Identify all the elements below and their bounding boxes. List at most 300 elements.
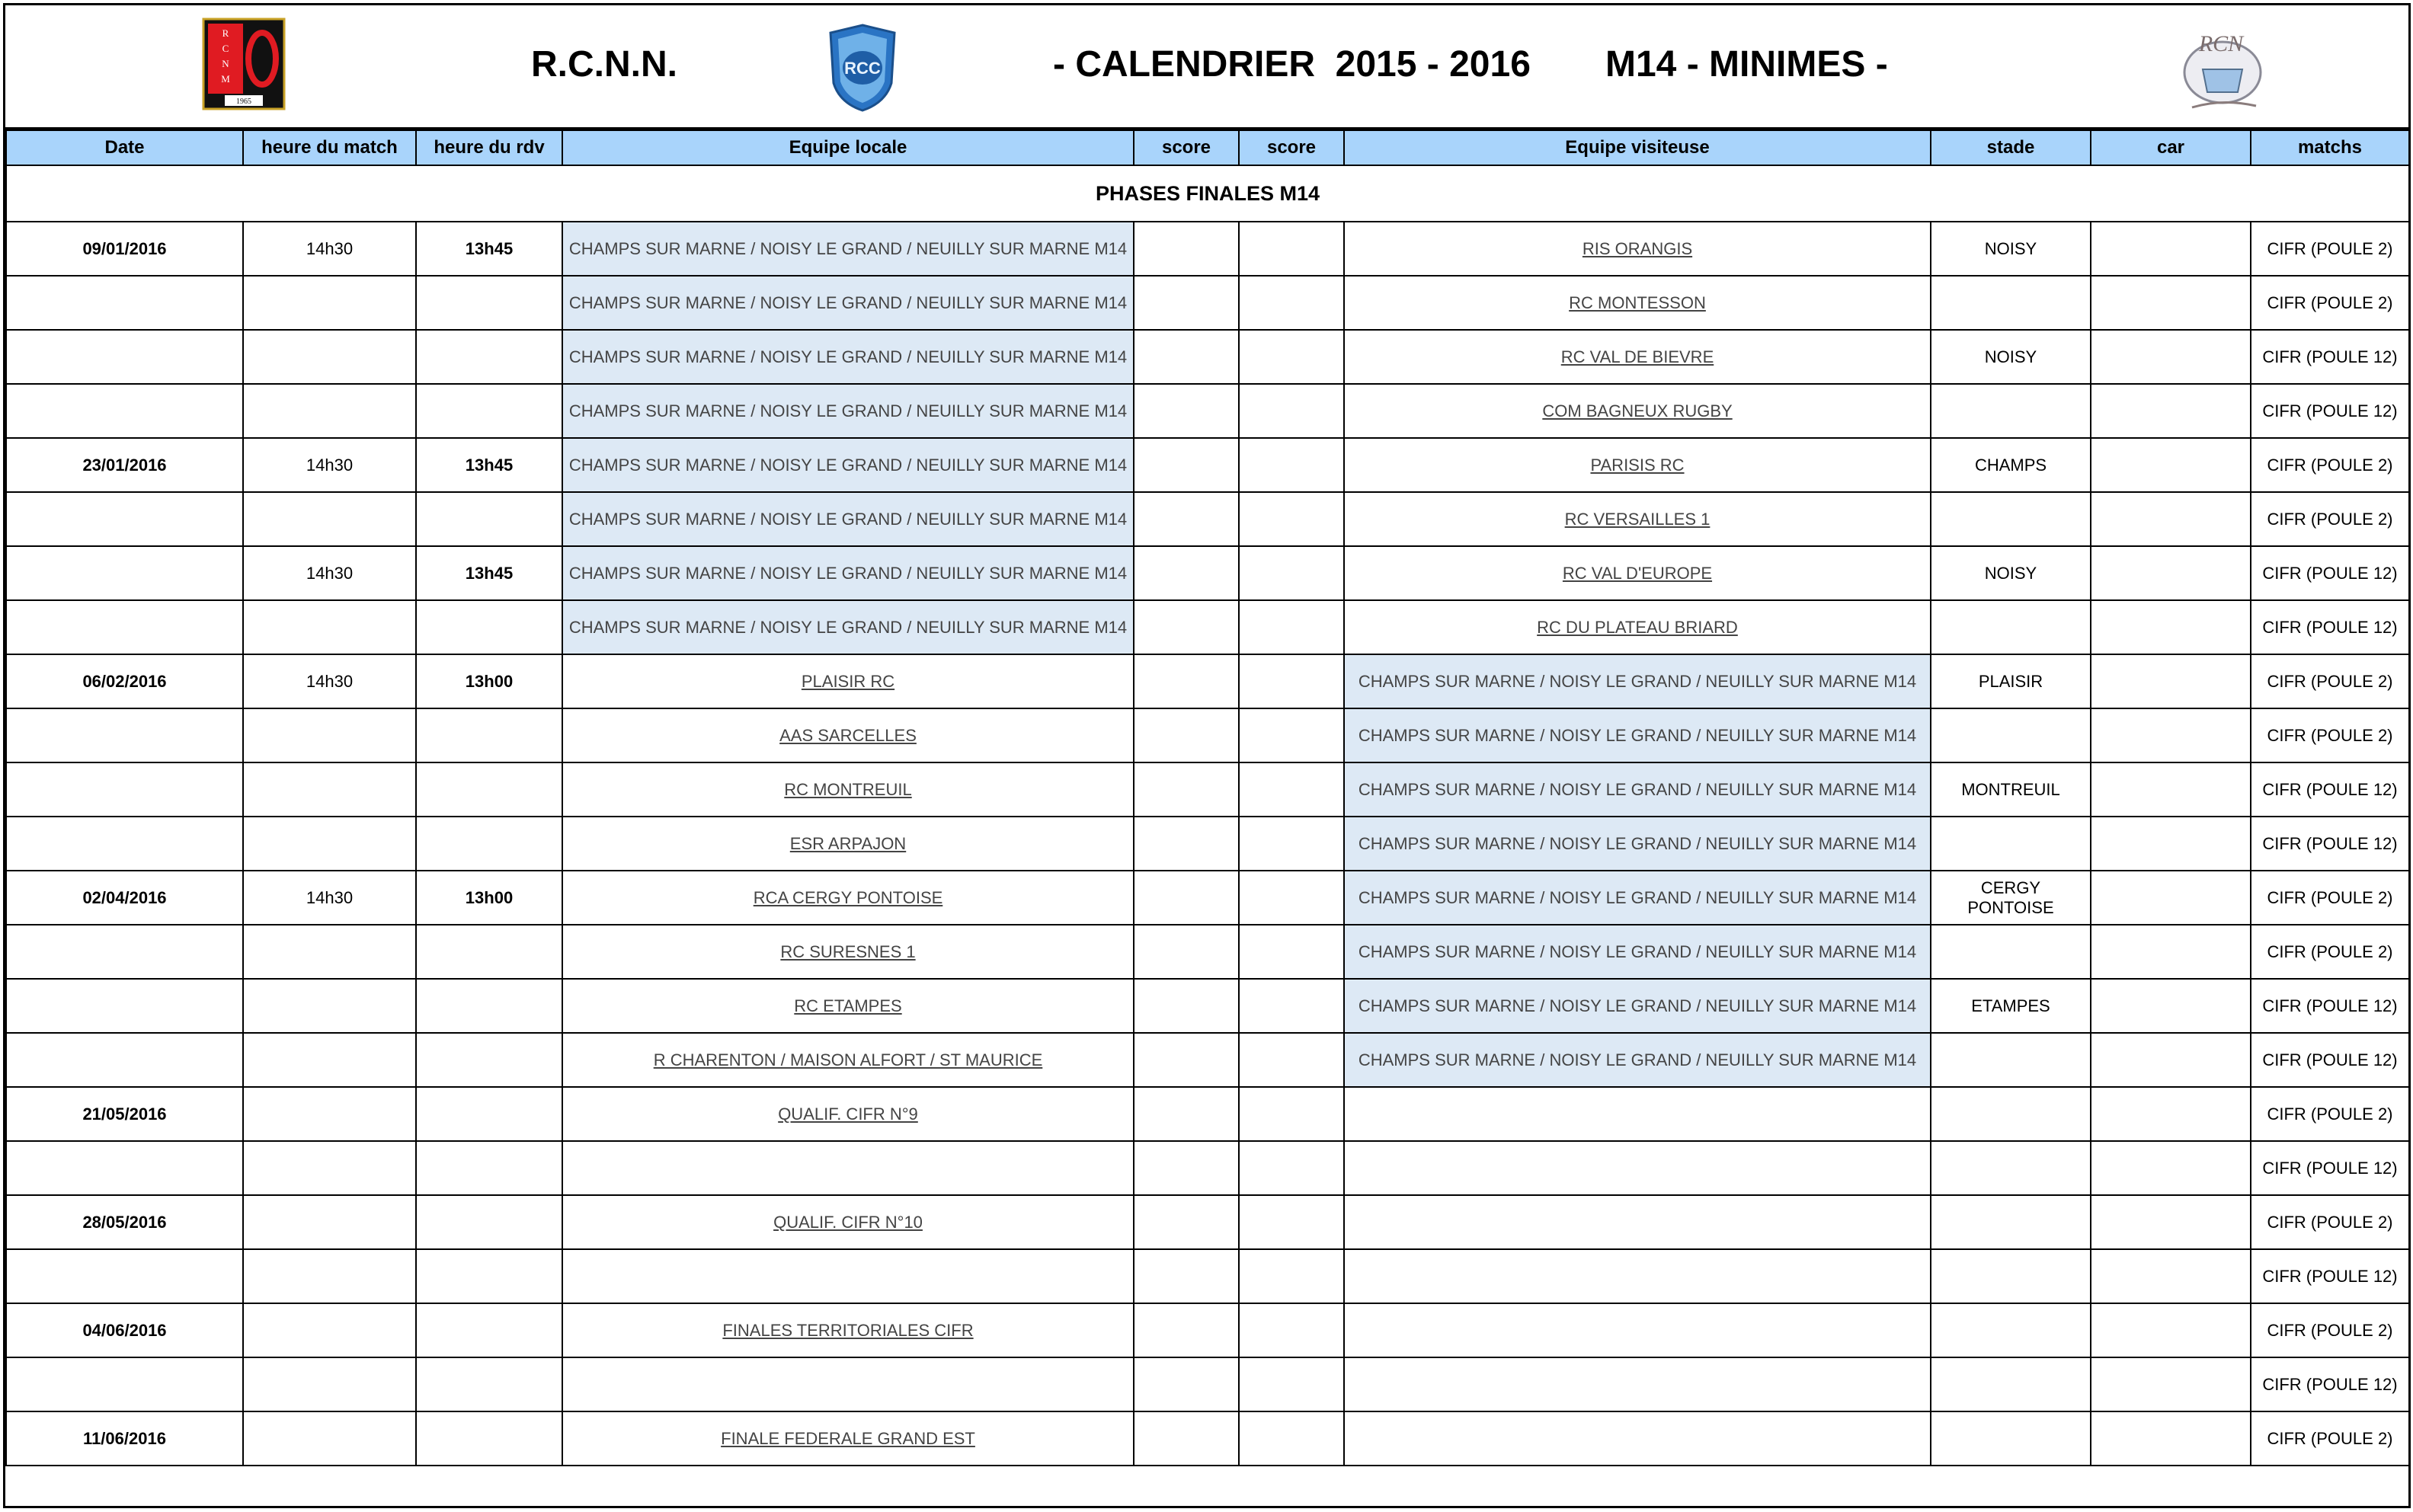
cell-equipe-visiteuse — [1344, 1357, 1931, 1411]
cell-score-1 — [1134, 438, 1239, 492]
cell-matchs: CIFR (POULE 2) — [2251, 492, 2409, 546]
club-title: R.C.N.N. — [531, 44, 677, 85]
col-score-2: score — [1239, 130, 1344, 165]
table-row — [6, 1411, 2409, 1466]
team-link[interactable]: RC ETAMPES — [794, 996, 902, 1015]
cell-score-2 — [1239, 925, 1344, 979]
cell-stade — [1931, 925, 2091, 979]
cell-matchs: CIFR (POULE 12) — [2251, 330, 2409, 384]
cell-date — [6, 276, 243, 330]
cell-heure-match — [243, 762, 416, 817]
table-row — [6, 871, 2409, 925]
cell-equipe-visiteuse — [1344, 492, 1931, 546]
team-link[interactable]: RCA CERGY PONTOISE — [753, 888, 943, 907]
cell-score-2 — [1239, 492, 1344, 546]
cell-heure-match: 14h30 — [243, 871, 416, 925]
cell-date — [6, 600, 243, 654]
table-row — [6, 330, 2409, 384]
cell-heure-rdv — [416, 384, 562, 438]
cell-matchs: CIFR (POULE 12) — [2251, 384, 2409, 438]
cell-equipe-locale — [562, 1033, 1134, 1087]
table-row — [6, 384, 2409, 438]
team-link[interactable]: PLAISIR RC — [801, 672, 895, 691]
cell-score-2 — [1239, 1357, 1344, 1411]
cell-heure-match: 14h30 — [243, 654, 416, 708]
cell-heure-match — [243, 1033, 416, 1087]
cell-equipe-visiteuse — [1344, 222, 1931, 276]
cell-stade: CHAMPS — [1931, 438, 2091, 492]
cell-date — [6, 925, 243, 979]
cell-score-1 — [1134, 708, 1239, 762]
cell-equipe-visiteuse — [1344, 330, 1931, 384]
cell-score-1 — [1134, 276, 1239, 330]
cell-score-1 — [1134, 1303, 1239, 1357]
cell-car — [2091, 762, 2251, 817]
cell-equipe-locale — [562, 654, 1134, 708]
table-row — [6, 438, 2409, 492]
cell-matchs: CIFR (POULE 2) — [2251, 1411, 2409, 1466]
cell-date: 11/06/2016 — [6, 1411, 243, 1466]
cell-heure-rdv: 13h45 — [416, 438, 562, 492]
cell-score-1 — [1134, 546, 1239, 600]
cell-heure-rdv — [416, 330, 562, 384]
cell-date — [6, 979, 243, 1033]
cell-stade — [1931, 1195, 2091, 1249]
col-heure-rdv: heure du rdv — [416, 130, 562, 165]
cell-heure-match — [243, 1141, 416, 1195]
cell-score-1 — [1134, 1141, 1239, 1195]
cell-heure-rdv — [416, 925, 562, 979]
cell-score-1 — [1134, 762, 1239, 817]
cell-heure-match — [243, 1303, 416, 1357]
cell-score-1 — [1134, 600, 1239, 654]
cell-stade: PLAISIR — [1931, 654, 2091, 708]
cell-heure-rdv — [416, 708, 562, 762]
cell-score-2 — [1239, 330, 1344, 384]
cell-score-2 — [1239, 1033, 1344, 1087]
cell-heure-rdv: 13h45 — [416, 546, 562, 600]
calendar-title: - CALENDRIER 2015 - 2016 — [1053, 44, 1531, 85]
cell-equipe-visiteuse — [1344, 384, 1931, 438]
cell-date: 21/05/2016 — [6, 1087, 243, 1141]
cell-matchs: CIFR (POULE 12) — [2251, 546, 2409, 600]
cell-equipe-visiteuse — [1344, 600, 1931, 654]
cell-score-1 — [1134, 1087, 1239, 1141]
cell-equipe-visiteuse — [1344, 1411, 1931, 1466]
category-title: M14 - MINIMES - — [1605, 44, 1888, 85]
cell-stade — [1931, 817, 2091, 871]
cell-heure-rdv: 13h00 — [416, 871, 562, 925]
cell-car — [2091, 1033, 2251, 1087]
cell-score-1 — [1134, 1195, 1239, 1249]
cell-equipe-locale: CHAMPS SUR MARNE / NOISY LE GRAND / NEUILLY SUR MARNE M14 — [562, 384, 1134, 438]
cell-equipe-locale: CHAMPS SUR MARNE / NOISY LE GRAND / NEUILLY SUR MARNE M14 — [562, 600, 1134, 654]
phase-row — [6, 165, 2409, 222]
cell-matchs: CIFR (POULE 12) — [2251, 1033, 2409, 1087]
cell-heure-rdv — [416, 979, 562, 1033]
table-row — [6, 762, 2409, 817]
cell-car — [2091, 222, 2251, 276]
cell-score-2 — [1239, 817, 1344, 871]
cell-car — [2091, 1357, 2251, 1411]
logo-left-letter-3: N — [222, 58, 229, 69]
team-link[interactable]: PARISIS RC — [1590, 456, 1685, 475]
cell-equipe-locale: CHAMPS SUR MARNE / NOISY LE GRAND / NEUILLY SUR MARNE M14 — [562, 546, 1134, 600]
cell-equipe-visiteuse: CHAMPS SUR MARNE / NOISY LE GRAND / NEUILLY SUR MARNE M14 — [1344, 654, 1931, 708]
cell-equipe-visiteuse: CHAMPS SUR MARNE / NOISY LE GRAND / NEUILLY SUR MARNE M14 — [1344, 1033, 1931, 1087]
cell-date — [6, 1357, 243, 1411]
cell-heure-match — [243, 1249, 416, 1303]
cell-equipe-locale — [562, 817, 1134, 871]
cell-date — [6, 384, 243, 438]
cell-heure-match — [243, 817, 416, 871]
cell-score-1 — [1134, 1411, 1239, 1466]
cell-equipe-visiteuse — [1344, 1249, 1931, 1303]
cell-score-2 — [1239, 276, 1344, 330]
logo-left-letter-2: C — [222, 43, 229, 54]
col-equipe-locale: Equipe locale — [562, 130, 1134, 165]
cell-stade — [1931, 276, 2091, 330]
cell-date: 06/02/2016 — [6, 654, 243, 708]
cell-stade: MONTREUIL — [1931, 762, 2091, 817]
cell-matchs: CIFR (POULE 2) — [2251, 222, 2409, 276]
cell-heure-match: 14h30 — [243, 222, 416, 276]
cell-heure-rdv — [416, 1249, 562, 1303]
cell-car — [2091, 979, 2251, 1033]
cell-stade: ETAMPES — [1931, 979, 2091, 1033]
table-row — [6, 1141, 2409, 1195]
cell-equipe-locale — [562, 1357, 1134, 1411]
cell-matchs: CIFR (POULE 2) — [2251, 654, 2409, 708]
cell-score-1 — [1134, 222, 1239, 276]
team-link[interactable]: RC VERSAILLES 1 — [1564, 510, 1711, 529]
team-link[interactable]: QUALIF. CIFR N°10 — [773, 1213, 923, 1232]
cell-score-2 — [1239, 654, 1344, 708]
cell-car — [2091, 1087, 2251, 1141]
cell-score-2 — [1239, 708, 1344, 762]
cell-matchs: CIFR (POULE 2) — [2251, 925, 2409, 979]
cell-heure-rdv — [416, 1357, 562, 1411]
cell-date: 02/04/2016 — [6, 871, 243, 925]
cell-matchs: CIFR (POULE 12) — [2251, 1141, 2409, 1195]
cell-date — [6, 817, 243, 871]
cell-score-1 — [1134, 330, 1239, 384]
table-row — [6, 979, 2409, 1033]
cell-equipe-locale — [562, 1195, 1134, 1249]
cell-heure-match — [243, 384, 416, 438]
cell-score-2 — [1239, 1141, 1344, 1195]
cell-equipe-visiteuse — [1344, 438, 1931, 492]
cell-matchs: CIFR (POULE 2) — [2251, 1303, 2409, 1357]
cell-heure-rdv — [416, 817, 562, 871]
cell-car — [2091, 1249, 2251, 1303]
cell-matchs: CIFR (POULE 2) — [2251, 708, 2409, 762]
cell-car — [2091, 438, 2251, 492]
team-link[interactable]: RC MONTESSON — [1569, 293, 1706, 312]
cell-heure-rdv — [416, 276, 562, 330]
cell-matchs: CIFR (POULE 12) — [2251, 600, 2409, 654]
schedule-table — [5, 129, 2410, 1466]
table-row — [6, 222, 2409, 276]
cell-heure-match — [243, 330, 416, 384]
cell-stade — [1931, 1357, 2091, 1411]
cell-score-2 — [1239, 1249, 1344, 1303]
table-row — [6, 1249, 2409, 1303]
cell-matchs: CIFR (POULE 2) — [2251, 1195, 2409, 1249]
cell-equipe-locale: CHAMPS SUR MARNE / NOISY LE GRAND / NEUILLY SUR MARNE M14 — [562, 438, 1134, 492]
cell-car — [2091, 546, 2251, 600]
table-row — [6, 1087, 2409, 1141]
team-link[interactable]: RC SURESNES 1 — [780, 942, 916, 961]
cell-car — [2091, 708, 2251, 762]
cell-score-2 — [1239, 438, 1344, 492]
cell-equipe-locale — [562, 1411, 1134, 1466]
cell-stade — [1931, 1141, 2091, 1195]
cell-equipe-locale — [562, 1141, 1134, 1195]
col-date: Date — [6, 130, 243, 165]
cell-stade — [1931, 1303, 2091, 1357]
cell-score-2 — [1239, 1411, 1344, 1466]
cell-score-1 — [1134, 654, 1239, 708]
cell-heure-rdv — [416, 492, 562, 546]
team-link[interactable]: RIS ORANGIS — [1582, 239, 1693, 258]
cell-equipe-locale: CHAMPS SUR MARNE / NOISY LE GRAND / NEUILLY SUR MARNE M14 — [562, 492, 1134, 546]
cell-date — [6, 1249, 243, 1303]
cell-equipe-visiteuse: CHAMPS SUR MARNE / NOISY LE GRAND / NEUILLY SUR MARNE M14 — [1344, 925, 1931, 979]
phase-title: PHASES FINALES M14 — [6, 165, 2409, 222]
cell-car — [2091, 492, 2251, 546]
cell-matchs: CIFR (POULE 2) — [2251, 871, 2409, 925]
cell-equipe-visiteuse — [1344, 546, 1931, 600]
team-link[interactable]: RC VAL DE BIEVRE — [1560, 347, 1714, 366]
cell-car — [2091, 1303, 2251, 1357]
team-link[interactable]: R CHARENTON / MAISON ALFORT / ST MAURICE — [653, 1050, 1043, 1069]
team-link[interactable]: FINALE FEDERALE GRAND EST — [721, 1429, 975, 1448]
team-link[interactable]: FINALES TERRITORIALES CIFR — [722, 1321, 974, 1340]
cell-stade — [1931, 600, 2091, 654]
cell-equipe-locale — [562, 979, 1134, 1033]
table-row — [6, 817, 2409, 871]
cell-heure-match — [243, 1087, 416, 1141]
cell-score-2 — [1239, 1087, 1344, 1141]
cell-heure-match — [243, 276, 416, 330]
cell-equipe-locale — [562, 925, 1134, 979]
cell-score-2 — [1239, 871, 1344, 925]
table-header — [6, 130, 2409, 165]
cell-heure-match — [243, 600, 416, 654]
cell-stade: NOISY — [1931, 222, 2091, 276]
cell-score-1 — [1134, 871, 1239, 925]
cell-heure-match — [243, 925, 416, 979]
logo-left-letter-1: R — [222, 27, 229, 39]
cell-equipe-visiteuse: CHAMPS SUR MARNE / NOISY LE GRAND / NEUILLY SUR MARNE M14 — [1344, 871, 1931, 925]
cell-heure-rdv — [416, 1033, 562, 1087]
logo-mid-text: RCC — [844, 59, 881, 78]
logo-left-year: 1965 — [236, 97, 251, 106]
cell-score-1 — [1134, 1033, 1239, 1087]
cell-stade — [1931, 1087, 2091, 1141]
table-row — [6, 925, 2409, 979]
cell-date — [6, 492, 243, 546]
cell-score-2 — [1239, 222, 1344, 276]
cell-score-1 — [1134, 1249, 1239, 1303]
cell-car — [2091, 871, 2251, 925]
team-link[interactable]: RC MONTREUIL — [784, 780, 912, 799]
team-link[interactable]: COM BAGNEUX RUGBY — [1542, 401, 1733, 420]
cell-score-2 — [1239, 1195, 1344, 1249]
cell-matchs: CIFR (POULE 12) — [2251, 1249, 2409, 1303]
cell-equipe-locale — [562, 871, 1134, 925]
cell-equipe-visiteuse — [1344, 1303, 1931, 1357]
cell-equipe-locale: CHAMPS SUR MARNE / NOISY LE GRAND / NEUILLY SUR MARNE M14 — [562, 330, 1134, 384]
cell-car — [2091, 654, 2251, 708]
cell-equipe-locale — [562, 1087, 1134, 1141]
cell-stade — [1931, 492, 2091, 546]
col-matchs: matchs — [2251, 130, 2409, 165]
cell-equipe-locale — [562, 708, 1134, 762]
cell-heure-rdv — [416, 1303, 562, 1357]
col-score-1: score — [1134, 130, 1239, 165]
cell-score-1 — [1134, 492, 1239, 546]
cell-heure-rdv — [416, 762, 562, 817]
rcn-logo — [2177, 22, 2268, 117]
cell-date — [6, 1033, 243, 1087]
cell-score-2 — [1239, 600, 1344, 654]
cell-score-1 — [1134, 925, 1239, 979]
cell-score-1 — [1134, 384, 1239, 438]
col-equipe-visiteuse: Equipe visiteuse — [1344, 130, 1931, 165]
logo-left-letter-4: M — [221, 73, 230, 85]
cell-score-1 — [1134, 979, 1239, 1033]
cell-equipe-visiteuse — [1344, 1141, 1931, 1195]
cell-matchs: CIFR (POULE 12) — [2251, 817, 2409, 871]
table-row — [6, 1195, 2409, 1249]
cell-score-2 — [1239, 384, 1344, 438]
cell-heure-match — [243, 492, 416, 546]
col-heure-match: heure du match — [243, 130, 416, 165]
cell-date — [6, 1141, 243, 1195]
cell-stade — [1931, 1033, 2091, 1087]
table-row — [6, 600, 2409, 654]
team-link[interactable]: ESR ARPAJON — [789, 834, 907, 853]
cell-date — [6, 546, 243, 600]
table-row — [6, 1033, 2409, 1087]
cell-heure-match: 14h30 — [243, 438, 416, 492]
cell-date: 09/01/2016 — [6, 222, 243, 276]
cell-matchs: CIFR (POULE 12) — [2251, 979, 2409, 1033]
cell-matchs: CIFR (POULE 2) — [2251, 438, 2409, 492]
cell-car — [2091, 1195, 2251, 1249]
rcc-logo — [824, 22, 901, 113]
cell-heure-match — [243, 1357, 416, 1411]
calendar-sheet — [3, 3, 2411, 1508]
cell-equipe-locale — [562, 762, 1134, 817]
cell-equipe-visiteuse — [1344, 276, 1931, 330]
cell-date: 28/05/2016 — [6, 1195, 243, 1249]
col-stade: stade — [1931, 130, 2091, 165]
cell-equipe-visiteuse — [1344, 1087, 1931, 1141]
table-row — [6, 1357, 2409, 1411]
cell-car — [2091, 330, 2251, 384]
cell-heure-match — [243, 979, 416, 1033]
cell-heure-rdv — [416, 600, 562, 654]
col-car: car — [2091, 130, 2251, 165]
team-link[interactable]: RC VAL D'EUROPE — [1562, 564, 1713, 583]
cell-equipe-locale: CHAMPS SUR MARNE / NOISY LE GRAND / NEUILLY SUR MARNE M14 — [562, 222, 1134, 276]
cell-stade — [1931, 708, 2091, 762]
team-link[interactable]: RC DU PLATEAU BRIARD — [1537, 618, 1738, 637]
cell-date — [6, 762, 243, 817]
table-row — [6, 708, 2409, 762]
cell-car — [2091, 276, 2251, 330]
table-row — [6, 276, 2409, 330]
cell-heure-rdv — [416, 1195, 562, 1249]
cell-heure-rdv: 13h45 — [416, 222, 562, 276]
cell-matchs: CIFR (POULE 2) — [2251, 276, 2409, 330]
cell-heure-match — [243, 1411, 416, 1466]
cell-heure-match — [243, 708, 416, 762]
cell-stade — [1931, 1249, 2091, 1303]
cell-equipe-visiteuse: CHAMPS SUR MARNE / NOISY LE GRAND / NEUILLY SUR MARNE M14 — [1344, 708, 1931, 762]
table-row — [6, 654, 2409, 708]
cell-car — [2091, 600, 2251, 654]
rcnm-logo — [202, 18, 286, 110]
cell-score-1 — [1134, 1357, 1239, 1411]
cell-car — [2091, 817, 2251, 871]
cell-date — [6, 330, 243, 384]
cell-date: 23/01/2016 — [6, 438, 243, 492]
cell-equipe-locale — [562, 1303, 1134, 1357]
cell-heure-rdv: 13h00 — [416, 654, 562, 708]
cell-car — [2091, 925, 2251, 979]
cell-score-2 — [1239, 1303, 1344, 1357]
cell-score-2 — [1239, 546, 1344, 600]
cell-score-1 — [1134, 817, 1239, 871]
cell-car — [2091, 1141, 2251, 1195]
cell-stade — [1931, 384, 2091, 438]
page-header — [5, 5, 2408, 129]
cell-date: 04/06/2016 — [6, 1303, 243, 1357]
cell-stade: NOISY — [1931, 546, 2091, 600]
cell-heure-rdv — [416, 1087, 562, 1141]
cell-equipe-visiteuse — [1344, 1195, 1931, 1249]
logo-right-text: RCN — [2198, 31, 2244, 56]
cell-heure-rdv — [416, 1141, 562, 1195]
cell-equipe-locale: CHAMPS SUR MARNE / NOISY LE GRAND / NEUILLY SUR MARNE M14 — [562, 276, 1134, 330]
cell-equipe-visiteuse: CHAMPS SUR MARNE / NOISY LE GRAND / NEUILLY SUR MARNE M14 — [1344, 979, 1931, 1033]
cell-stade — [1931, 1411, 2091, 1466]
cell-equipe-visiteuse: CHAMPS SUR MARNE / NOISY LE GRAND / NEUILLY SUR MARNE M14 — [1344, 762, 1931, 817]
cell-stade: CERGY PONTOISE — [1931, 871, 2091, 925]
team-link[interactable]: AAS SARCELLES — [779, 726, 917, 745]
cell-matchs: CIFR (POULE 12) — [2251, 762, 2409, 817]
cell-heure-rdv — [416, 1411, 562, 1466]
cell-heure-match — [243, 1195, 416, 1249]
team-link[interactable]: QUALIF. CIFR N°9 — [778, 1104, 918, 1124]
cell-equipe-locale — [562, 1249, 1134, 1303]
cell-car — [2091, 384, 2251, 438]
table-row — [6, 546, 2409, 600]
cell-heure-match: 14h30 — [243, 546, 416, 600]
cell-stade: NOISY — [1931, 330, 2091, 384]
cell-date — [6, 708, 243, 762]
cell-score-2 — [1239, 762, 1344, 817]
cell-equipe-visiteuse: CHAMPS SUR MARNE / NOISY LE GRAND / NEUILLY SUR MARNE M14 — [1344, 817, 1931, 871]
cell-car — [2091, 1411, 2251, 1466]
cell-score-2 — [1239, 979, 1344, 1033]
table-row — [6, 492, 2409, 546]
table-row — [6, 1303, 2409, 1357]
